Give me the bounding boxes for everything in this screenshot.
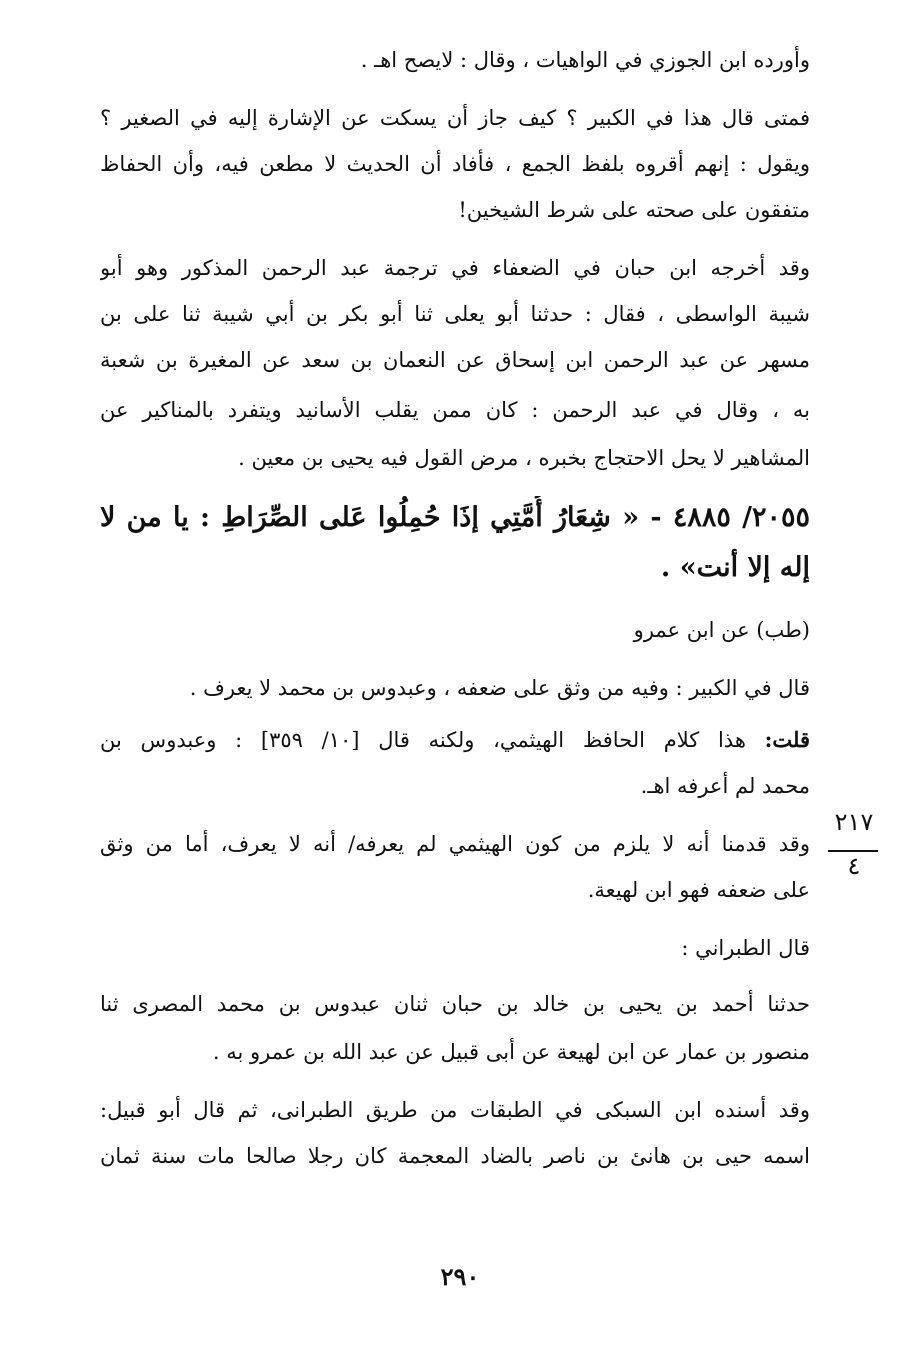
text-line: وقد قدمنا أنه لا يلزم من كون الهيثمي لم يعرفه/ أنه لا يعرف، أما من وثق — [100, 832, 810, 856]
qultu-label: قلت: — [764, 727, 810, 752]
text-line: به ، وقال في عبد الرحمن : كان ممن يقلب الأسانيد ويتفرد بالمناكير عن — [100, 398, 810, 422]
text-line: وقد أسنده ابن السبكى في الطبقات من طريق الطبرانى، ثم قال أبو قبيل: — [100, 1098, 810, 1122]
text-line: قال في الكبير : وفيه من وثق على ضعفه ، وعبدوس بن محمد لا يعرف . — [189, 676, 810, 700]
hadith-source: (طب) عن ابن عمرو — [633, 618, 810, 642]
text-line: متفقون على صحته على شرط الشيخين! — [458, 198, 810, 222]
text-line: ويقول : إنهم أقروه بلفظ الجمع ، فأفاد أن الحديث لا مطعن فيه، وأن الحفاظ — [100, 152, 810, 176]
hadith-heading: ٢٠٥٥/ ٤٨٨٥ - « شِعَارُ أُمَّتِي إذَا حُمِلُوا عَلى الصِّرَاطِ : يا من لا — [100, 502, 810, 533]
text-line: على ضعفه فهو ابن لهيعة. — [587, 878, 810, 902]
margin-volume-page: ٢١٧ — [834, 808, 874, 836]
page-number: ٢٩٠ — [440, 1262, 480, 1291]
text-line: المشاهير لا يحل الاحتجاج بخبره ، مرض القول فيه يحيى بن معين . — [238, 446, 810, 470]
text-line — [100, 722, 810, 758]
text-line: شيبة الواسطى ، فقال : حدثنا أبو يعلى ثنا أبو بكر بن أبي شيبة ثنا على بن — [100, 302, 810, 326]
text-line: وقد أخرجه ابن حبان في الضعفاء في ترجمة عبد الرحمن المذكور وهو أبو — [100, 256, 810, 280]
hadith-heading: إله إلا أنت» . — [660, 552, 810, 583]
text-span: هذا كلام الحافظ الهيثمي، ولكنه قال [١٠/ ٣٥٩] : وعبدوس بن — [100, 728, 765, 752]
text-line: اسمه حيى بن هانئ بن ناصر بالضاد المعجمة كان رجلا صالحا مات سنة ثمان — [100, 1144, 810, 1168]
text-line: مسهر عن عبد الرحمن ابن إسحاق عن النعمان بن سعد عن المغيرة بن شعبة — [100, 348, 810, 372]
text-line: وأورده ابن الجوزي في الواهيات ، وقال : لايصح اهـ . — [360, 48, 810, 72]
text-line: فمتى قال هذا في الكبير ؟ كيف جاز أن يسكت عن الإشارة إليه في الصغير ؟ — [100, 106, 810, 130]
text-line: منصور بن عمار عن ابن لهيعة عن أبى قبيل عن عبد الله بن عمرو به . — [212, 1040, 810, 1064]
margin-volume: ٤ — [847, 852, 861, 880]
text-line: حدثنا أحمد بن يحيى بن خالد بن حبان ثنان عبدوس بن محمد المصرى ثنا — [100, 992, 810, 1016]
text-line: قال الطبراني : — [681, 936, 810, 960]
text-line: محمد لم أعرفه اهـ. — [640, 774, 810, 798]
